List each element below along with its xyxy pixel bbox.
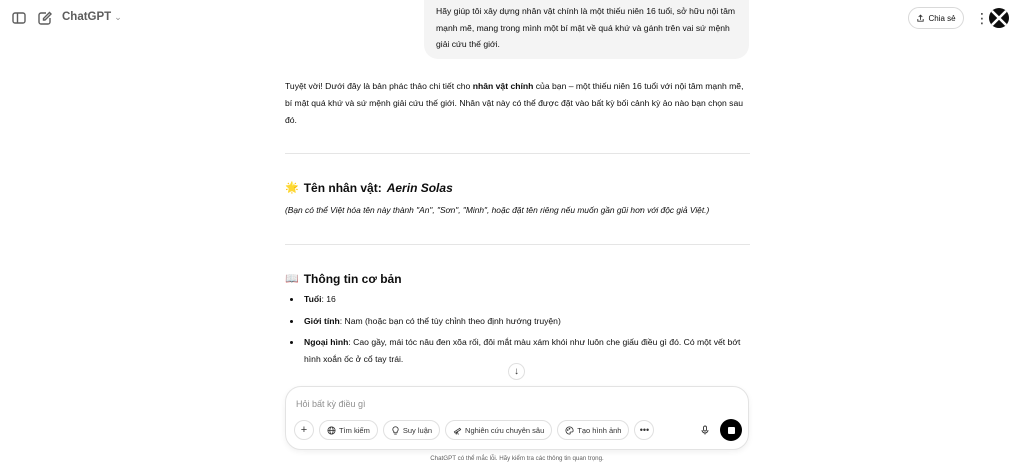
composer	[285, 386, 749, 450]
lightbulb-icon	[391, 426, 400, 435]
divider	[285, 244, 750, 245]
share-button[interactable]	[908, 7, 964, 29]
section-heading-label: Thông tin cơ bản	[303, 271, 402, 286]
scroll-down-button[interactable]	[508, 363, 525, 380]
model-selector[interactable]	[62, 11, 122, 23]
more-tools-button[interactable]	[634, 420, 654, 440]
chevron-down-icon: ⌄	[114, 11, 122, 22]
list-item-text: : Nam (hoặc bạn có thể tùy chỉnh theo định hướng truyện)	[339, 315, 561, 326]
telescope-icon	[453, 426, 462, 435]
character-name: Aerin Solas	[386, 181, 453, 196]
intro-text-2: của bạn – một thiếu niên 16 tuổi với nội tâm mạnh mẽ, bí mật quá khứ và sứ mệnh giải cứu thế giới. Nhân vật này có thể được đặt vào bất kỳ bối cảnh kỳ ảo nào bạn chọn sau đó.	[285, 81, 744, 125]
globe-icon	[327, 426, 336, 435]
model-name: ChatGPT	[62, 11, 112, 23]
microphone-icon	[700, 425, 710, 435]
list-item-text: : Cao gầy, mái tóc nâu đen xõa rối, đôi mắt màu xám khói như luôn che giấu điều gì đó. Có một vết bớt hình xoắn ốc ở cổ tay trái.	[304, 337, 741, 364]
arrow-down-icon: ↓	[514, 366, 519, 377]
share-icon	[916, 14, 925, 23]
stop-generating-button[interactable]	[720, 419, 742, 441]
intro-text-1: Tuyệt vời! Dưới đây là bản phác thảo chi tiết cho	[285, 81, 473, 91]
star-icon: 🌟	[285, 182, 299, 195]
section-heading-label: Tên nhân vật:	[303, 181, 382, 196]
intro-paragraph	[285, 78, 750, 128]
list-item-label: Ngoại hình	[304, 337, 349, 348]
basic-info-list	[285, 291, 750, 367]
list-item-label: Giới tính	[304, 315, 340, 326]
deep-research-button[interactable]	[445, 420, 552, 440]
stop-icon	[728, 427, 735, 434]
list-item-text: : 16	[321, 294, 336, 305]
avatar-x-icon	[989, 8, 1009, 28]
reason-button[interactable]	[383, 420, 440, 440]
section-heading-basic-info	[285, 271, 750, 288]
prompt-input[interactable]	[296, 396, 726, 412]
search-button[interactable]	[319, 420, 378, 440]
assistant-message	[285, 78, 750, 372]
section-heading-name	[285, 180, 750, 197]
user-message-bubble	[424, 0, 749, 59]
share-label: Chia sẻ	[928, 13, 956, 23]
plus-icon: +	[300, 424, 308, 436]
new-chat-icon[interactable]	[36, 9, 54, 27]
reason-label: Suy luận	[402, 425, 433, 435]
list-item	[285, 291, 750, 308]
list-item	[285, 313, 750, 330]
divider	[285, 153, 750, 154]
deep-research-label: Nghiên cứu chuyên sâu	[465, 425, 545, 435]
sidebar-toggle-icon[interactable]	[10, 9, 28, 27]
user-message-text: Hãy giúp tôi xây dựng nhân vật chính là một thiếu niên 16 tuổi, sở hữu nội tâm mạnh mẽ, mang trong mình một bí mật về quá khứ và gánh trên vai sứ mệnh giải cứu thế giới.	[436, 6, 736, 49]
book-icon: 📖	[285, 272, 299, 285]
intro-bold-text: nhân vật chính	[472, 81, 534, 91]
disclaimer: ChatGPT có thể mắc lỗi. Hãy kiểm tra các thông tin quan trọng.	[430, 455, 604, 462]
search-label: Tìm kiếm	[339, 425, 370, 435]
ellipsis-icon: •••	[639, 425, 650, 435]
create-image-button[interactable]	[557, 420, 629, 440]
avatar[interactable]	[989, 8, 1009, 28]
microphone-button[interactable]	[697, 422, 713, 438]
name-note: (Bạn có thể Việt hóa tên này thành "An", "Sơn", "Minh", hoặc đặt tên riêng nếu muốn gần gũi hơn với độc giả Việt.)	[285, 205, 710, 216]
attach-button[interactable]	[294, 420, 314, 440]
create-image-label: Tạo hình ảnh	[577, 425, 622, 435]
composer-tools	[294, 420, 654, 440]
palette-icon	[565, 426, 574, 435]
more-options-icon[interactable]: ⋮	[975, 9, 989, 26]
list-item-label: Tuổi	[304, 294, 322, 305]
